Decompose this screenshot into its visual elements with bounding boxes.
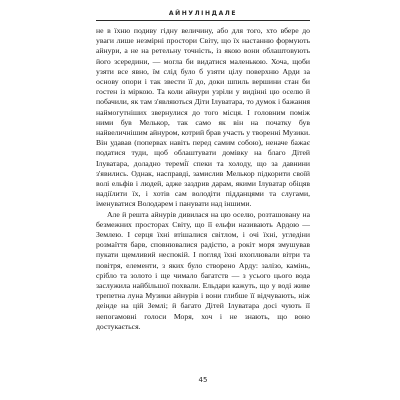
paragraph-continued: не в їхню подиву гідну величину, або для того, хто вбере до уваги лише незмірні простори Світу, що їх настанню формують айнури, а не на ретельну точність, із якою вони облаштовують його зсередини, — могла би видатися маленькою. Хоча, щоби узяти все явно, їм слід було б узяти цілу поверхню Арди за основу опори і так звести її до, доки шпиль вершини стан би гостен із міркою. Та коли айнури узріли у видінні цю оселю й побачили, як там з'являються Діти Ілуватара, то думок і бажання наймогутніших звернулися до того місця. І головним поміж ними був Мелькор, так само як він на початку був найвеличнішим айнуром, котрий брав участь у творенні Музики. Він удавав (попервах навіть перед самим собою), неначе бажає податися туди, щоб облаштувати домівку на благо Дітей Ілуватара, доладно теремі́ї спеки та холоду, що за давнини з'явились. Однак, насправді, замислив Мелькор підкорити своїй волі ельфів і людей, адже заздрив дарам, якими Ілуватар обіцяв надіїлити їх, і хотів сам володіти підданцями та слугами, іменуватися Володарем і панувати над іншими. [96, 26, 310, 209]
book-page [96, 8, 310, 396]
page-number: 45 [198, 376, 208, 384]
paragraph: Але й решта айнурів дивилася на цю оселю, розташовану на безмежних просторах Світу, що її ельфи називають Ардою — Землею. І серця їхні втішалися світлом, і очі їхні, угледіни розмаїття барв, сповнювалися радістю, а рокіт моря змушував пукати щемливий неспокій. І погляд їхні вхоплювали вітри та повітря, елементи, з яких було створено Арду: залізо, камінь, срібло та золото і ще чимало багатств — з усього цього вода заслужила найбільшої похвали. Ельдари кажуть, що у воді живе трепетна луна Музики айнурів і вони глибше її відчувають, ніж деінде на цій Землі; й багато Дітей Ілуватара досі чують її непогамовні голоси Моря, хоч і не знають, що воно достукається. [96, 209, 310, 331]
header-rule [96, 20, 310, 21]
running-head-title: АЙНУЛІНДАЛЕ [168, 10, 238, 17]
body-text [96, 26, 310, 360]
